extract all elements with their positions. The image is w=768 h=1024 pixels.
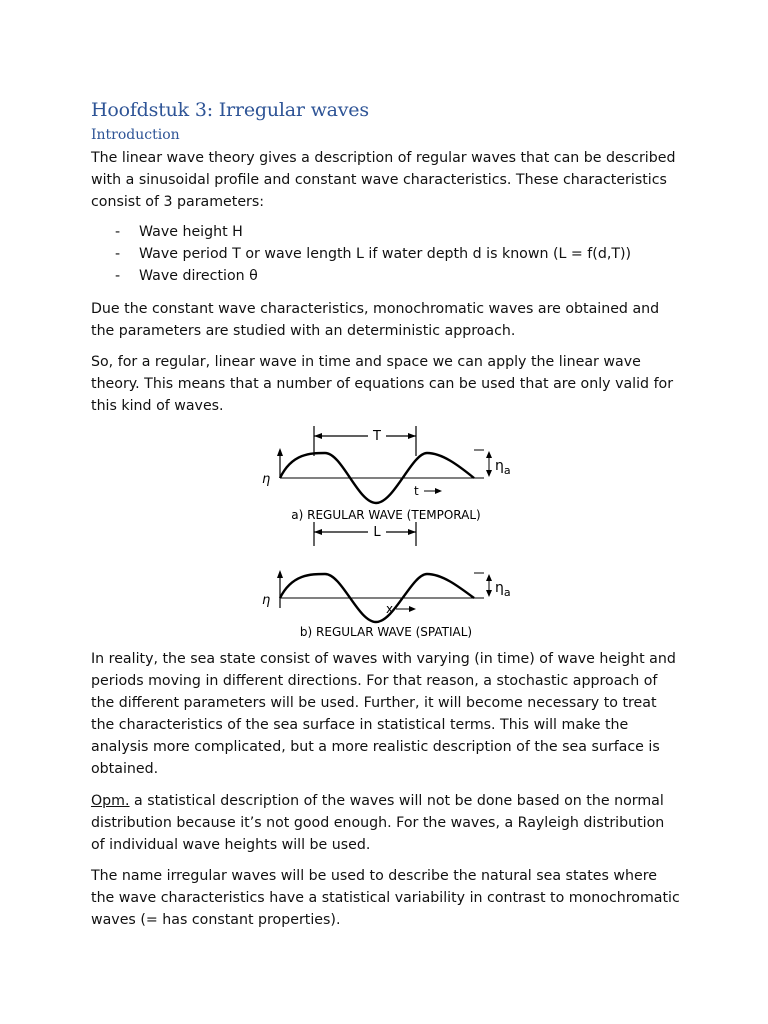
chapter-heading: Hoofdstuk 3: Irregular waves [91, 99, 369, 121]
paragraph-opm [91, 790, 681, 856]
length-label: L [373, 525, 381, 540]
bullet-dash: - [115, 246, 121, 262]
eta-label: η [262, 593, 271, 608]
list-item [91, 243, 631, 265]
list-item-text: Wave period T or wave length L if water depth d is known (L = f(d,T)) [139, 246, 632, 262]
arrowhead-icon [277, 448, 283, 456]
bullet-dash: - [115, 268, 121, 284]
arrowhead-icon [314, 433, 322, 439]
paragraph-deterministic: Due the constant wave characteristics, monochromatic waves are obtained and the parameters are studied with an deterministic approach. [91, 301, 660, 339]
arrowhead-icon [408, 529, 416, 535]
amplitude-label [495, 580, 511, 599]
arrowhead-icon [277, 570, 283, 578]
list-item [91, 221, 631, 243]
arrowhead-icon [435, 488, 442, 494]
paragraph-intro: The linear wave theory gives a description of regular waves that can be described with a sinusoidal profile and constant wave characteristics. These characteristics consist of 3 parameters: [91, 150, 676, 210]
amplitude-label [495, 458, 511, 477]
arrowhead-icon [409, 606, 416, 612]
spatial-caption: b) REGULAR WAVE (SPATIAL) [299, 625, 473, 639]
opm-label: Opm. [91, 793, 130, 809]
paragraph-irregular: The name irregular waves will be used to describe the natural sea states where the wave characteristics have a statistical variability in contrast to monochromatic waves (= has constant properties). [91, 868, 680, 928]
period-label: T [373, 429, 381, 444]
arrowhead-icon [314, 529, 322, 535]
section-heading: Introduction [91, 127, 180, 143]
list-item-text: Wave height H [139, 224, 243, 240]
amplitude-subscript: a [503, 586, 511, 599]
arrowhead-icon [486, 470, 492, 477]
arrowhead-icon [486, 590, 492, 597]
parameter-list [91, 221, 631, 287]
arrowhead-icon [486, 451, 492, 458]
time-axis-label: t [414, 484, 419, 498]
amplitude-subscript: a [503, 464, 511, 477]
regular-wave-figure [252, 420, 520, 642]
amplitude-symbol: η [495, 580, 504, 596]
distance-axis-label: x [386, 602, 394, 616]
spatial-wave-panel [262, 522, 511, 639]
arrowhead-icon [486, 574, 492, 581]
arrowhead-icon [408, 433, 416, 439]
list-item-text: Wave direction θ [139, 268, 258, 284]
wave-diagram [252, 420, 520, 642]
list-item [91, 265, 631, 287]
bullet-dash: - [115, 224, 121, 240]
amplitude-symbol: η [495, 458, 504, 474]
temporal-caption: a) REGULAR WAVE (TEMPORAL) [291, 508, 481, 522]
opm-text: a statistical description of the waves will not be done based on the normal distribution because it’s not good enough. For the waves, a Rayleigh distribution of individual wave heights will be used. [91, 793, 665, 853]
temporal-wave-panel [262, 426, 511, 522]
paragraph-reality: In reality, the sea state consist of waves with varying (in time) of wave height and periods moving in different directions. For that reason, a stochastic approach of the different parameters will be used. Further, it will become necessary to treat the characteristics of the sea surface in statistical terms. This will make the analysis more complicated, but a more realistic description of the sea surface is obtained. [91, 651, 676, 777]
eta-label: η [262, 472, 271, 487]
paragraph-linear-theory: So, for a regular, linear wave in time and space we can apply the linear wave theory. This means that a number of equations can be used that are only valid for this kind of waves. [91, 354, 674, 414]
